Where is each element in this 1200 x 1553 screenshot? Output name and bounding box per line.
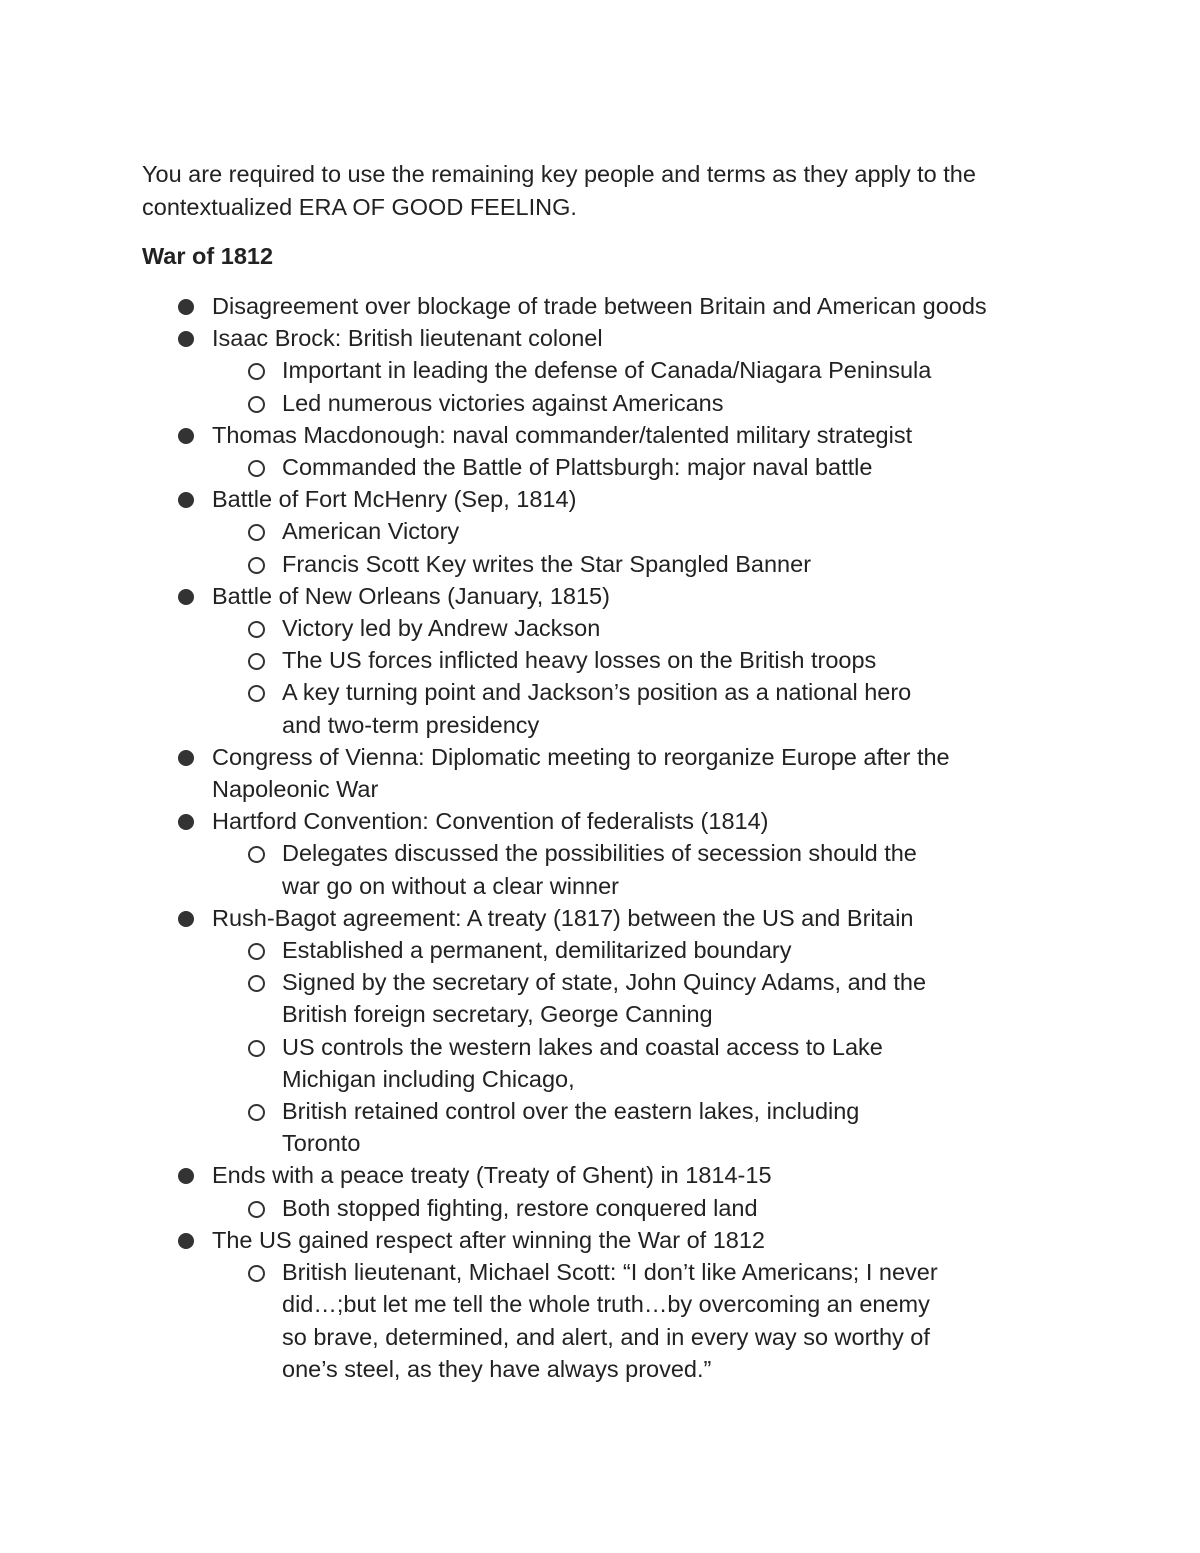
sub-list-item: [0, 676, 1070, 740]
sub-list-item-text: Important in leading the defense of Canada/Niagara Peninsula: [282, 357, 932, 384]
sub-list-item: [0, 387, 1070, 419]
filled-bullet-icon: [178, 1168, 194, 1184]
sub-list-item-text: Established a permanent, demilitarized boundary: [282, 937, 792, 964]
list-item: [0, 483, 1200, 580]
sub-list-item: [0, 354, 1070, 386]
sub-list-item-text: American Victory: [282, 518, 460, 545]
sub-list: [212, 612, 1070, 741]
list-item-text: Thomas Macdonough: naval commander/talented military strategist: [212, 421, 913, 448]
hollow-bullet-icon: [248, 1104, 265, 1121]
sub-list-item: [0, 1256, 1070, 1385]
list-item-text: The US gained respect after winning the War of 1812: [212, 1226, 765, 1253]
list-item-text: Battle of Fort McHenry (Sep, 1814): [212, 486, 577, 513]
sub-list: [212, 451, 1070, 483]
sub-list-item-text: The US forces inflicted heavy losses on the British troops: [282, 647, 877, 674]
list-item: [0, 805, 1200, 902]
bullet-list: [0, 290, 1200, 1385]
list-item-text: Battle of New Orleans (January, 1815): [212, 582, 610, 609]
filled-bullet-icon: [178, 299, 194, 315]
hollow-bullet-icon: [248, 363, 265, 380]
sub-list: [212, 837, 1070, 901]
list-item-text: Disagreement over blockage of trade between Britain and American goods: [212, 293, 987, 319]
sub-list-item-text: Led numerous victories against Americans: [282, 389, 724, 416]
sub-list-item-text: British lieutenant, Michael Scott: “I don’t like Americans; I never did…;but let me tell the whole truth…by overcoming an enemy so brave, determined, and alert, and in every way so worthy of one’s steel, as they have always proved.”: [282, 1259, 938, 1382]
list-item: [0, 1159, 1200, 1223]
sub-list: [212, 354, 1070, 418]
sub-list-item: [0, 1031, 1070, 1095]
section-heading: War of 1812: [142, 243, 274, 269]
list-item-text: Hartford Convention: Convention of federalists (1814): [212, 808, 769, 835]
sub-list-item-text: US controls the western lakes and coastal access to Lake Michigan including Chicago,: [282, 1033, 883, 1092]
filled-bullet-icon: [178, 492, 194, 508]
hollow-bullet-icon: [248, 1201, 265, 1218]
sub-list-item: [0, 1095, 1070, 1159]
hollow-bullet-icon: [248, 460, 265, 477]
list-item: [0, 322, 1200, 419]
hollow-bullet-icon: [248, 396, 265, 413]
hollow-bullet-icon: [248, 1040, 265, 1057]
sub-list: [212, 1192, 1070, 1224]
sub-list-item-text: Delegates discussed the possibilities of secession should the war go on without a clear winner: [282, 840, 917, 899]
list-item-text: Isaac Brock: British lieutenant colonel: [212, 325, 603, 352]
sub-list: [212, 934, 1070, 1159]
hollow-bullet-icon: [248, 621, 265, 638]
sub-list-item-text: Both stopped fighting, restore conquered land: [282, 1194, 758, 1221]
sub-list-item-text: A key turning point and Jackson’s position as a national hero and two-term presidency: [282, 679, 912, 738]
sub-list-item: [0, 966, 1070, 1030]
filled-bullet-icon: [178, 428, 194, 444]
hollow-bullet-icon: [248, 846, 265, 863]
sub-list-item: [0, 934, 1070, 966]
list-item: [0, 741, 1200, 805]
list-item: [0, 419, 1200, 483]
list-item-text: Congress of Vienna: Diplomatic meeting to reorganize Europe after the Napoleonic War: [212, 743, 950, 803]
sub-list-item: [0, 515, 1070, 547]
filled-bullet-icon: [178, 814, 194, 830]
filled-bullet-icon: [178, 1233, 194, 1249]
sub-list-item: [0, 612, 1070, 644]
list-item: [0, 580, 1200, 741]
sub-list-item-text: British retained control over the eastern lakes, including Toronto: [282, 1098, 860, 1157]
filled-bullet-icon: [178, 331, 194, 347]
sub-list-item-text: Commanded the Battle of Plattsburgh: major naval battle: [282, 454, 873, 481]
sub-list-item: [0, 548, 1070, 580]
sub-list-item: [0, 837, 1070, 901]
list-item: [0, 1224, 1200, 1385]
sub-list-item-text: Francis Scott Key writes the Star Spangled Banner: [282, 550, 812, 577]
hollow-bullet-icon: [248, 685, 265, 702]
hollow-bullet-icon: [248, 557, 265, 574]
sub-list-item: [0, 451, 1070, 483]
list-item-text: Ends with a peace treaty (Treaty of Ghent) in 1814-15: [212, 1162, 772, 1189]
hollow-bullet-icon: [248, 653, 265, 670]
filled-bullet-icon: [178, 911, 194, 927]
hollow-bullet-icon: [248, 975, 265, 992]
sub-list-item-text: Victory led by Andrew Jackson: [282, 615, 601, 642]
sub-list: [212, 1256, 1070, 1385]
sub-list: [212, 515, 1070, 579]
sub-list-item-text: Signed by the secretary of state, John Quincy Adams, and the British foreign secretary, George Canning: [282, 969, 927, 1028]
sub-list-item: [0, 644, 1070, 676]
hollow-bullet-icon: [248, 1265, 265, 1282]
hollow-bullet-icon: [248, 524, 265, 541]
sub-list-item: [0, 1192, 1070, 1224]
filled-bullet-icon: [178, 589, 194, 605]
filled-bullet-icon: [178, 750, 194, 766]
hollow-bullet-icon: [248, 943, 265, 960]
list-item: [0, 902, 1200, 1160]
list-item: [0, 290, 1200, 322]
list-item-text: Rush-Bagot agreement: A treaty (1817) between the US and Britain: [212, 904, 914, 931]
intro-paragraph: You are required to use the remaining key people and terms as they apply to the contextualized ERA OF GOOD FEELING.: [142, 161, 976, 220]
